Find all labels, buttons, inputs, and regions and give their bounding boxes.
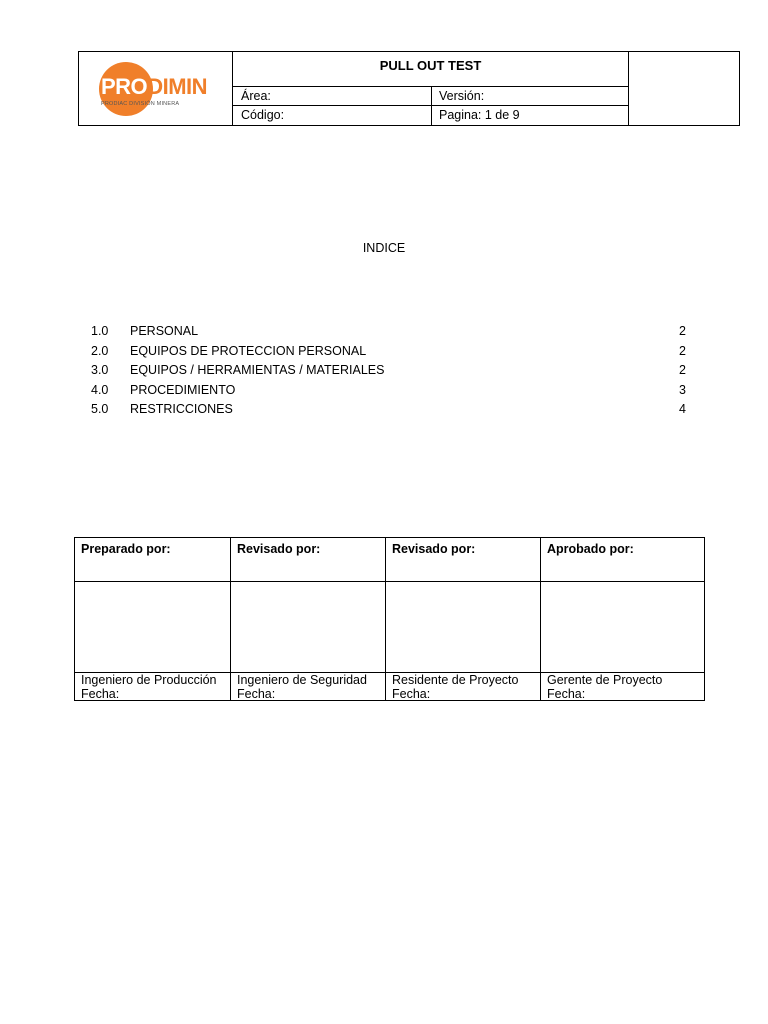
table-of-contents: [91, 323, 691, 421]
signature-column: [540, 538, 704, 700]
toc-page: 3: [679, 382, 686, 397]
toc-item: [91, 323, 691, 343]
signature-role: Residente de Proyecto Fecha:: [392, 673, 519, 701]
toc-text: EQUIPOS / HERRAMIENTAS / MATERIALES: [130, 363, 385, 377]
header-row-area: [233, 87, 628, 106]
signature-role: Ingeniero de Seguridad Fecha:: [237, 673, 367, 701]
signature-header: Preparado por:: [81, 542, 171, 556]
toc-number: 3.0: [91, 363, 109, 377]
toc-number: 4.0: [91, 382, 109, 397]
document-header: [78, 51, 740, 126]
toc-text: EQUIPOS DE PROTECCION PERSONAL: [130, 343, 367, 358]
header-row-code: [233, 106, 628, 125]
document-title: PULL OUT TEST: [233, 52, 628, 87]
toc-item: [91, 343, 691, 363]
toc-page: 4: [679, 402, 686, 416]
signature-role: Ingeniero de Producción Fecha:: [81, 673, 217, 701]
header-divider: [431, 106, 432, 125]
signature-column: [385, 538, 540, 700]
header-right-divider: [628, 52, 629, 125]
toc-page: 2: [679, 363, 686, 377]
toc-page: 2: [679, 343, 686, 358]
toc-text: PERSONAL: [130, 324, 199, 338]
code-label: Código:: [241, 108, 285, 122]
logo-cell: [79, 52, 233, 125]
toc-item: [91, 401, 691, 421]
page-label: Pagina: 1 de 9: [439, 108, 520, 122]
toc-number: 1.0: [91, 324, 109, 338]
toc-text: PROCEDIMIENTO: [130, 382, 236, 397]
toc-number: 2.0: [91, 343, 109, 358]
index-title: INDICE: [362, 241, 406, 255]
signature-header: Revisado por:: [392, 542, 476, 556]
area-label: Área:: [241, 89, 271, 103]
header-divider: [431, 87, 432, 105]
toc-page: 2: [679, 324, 686, 338]
toc-item: [91, 382, 691, 402]
logo-brand: PRODIMIN: [101, 74, 208, 99]
signature-column: [230, 538, 385, 700]
signature-header: Revisado por:: [237, 542, 321, 556]
signature-role: Gerente de Proyecto Fecha:: [547, 673, 663, 701]
toc-text: RESTRICCIONES: [130, 402, 233, 416]
toc-item: [91, 362, 691, 382]
toc-number: 5.0: [91, 402, 109, 416]
signature-table: [74, 537, 705, 701]
signature-column: [75, 538, 230, 700]
version-label: Versión:: [439, 89, 485, 103]
signature-header: Aprobado por:: [547, 542, 634, 556]
logo-subtitle: PRODIAC DIVISIÓN MINERA: [101, 101, 180, 107]
